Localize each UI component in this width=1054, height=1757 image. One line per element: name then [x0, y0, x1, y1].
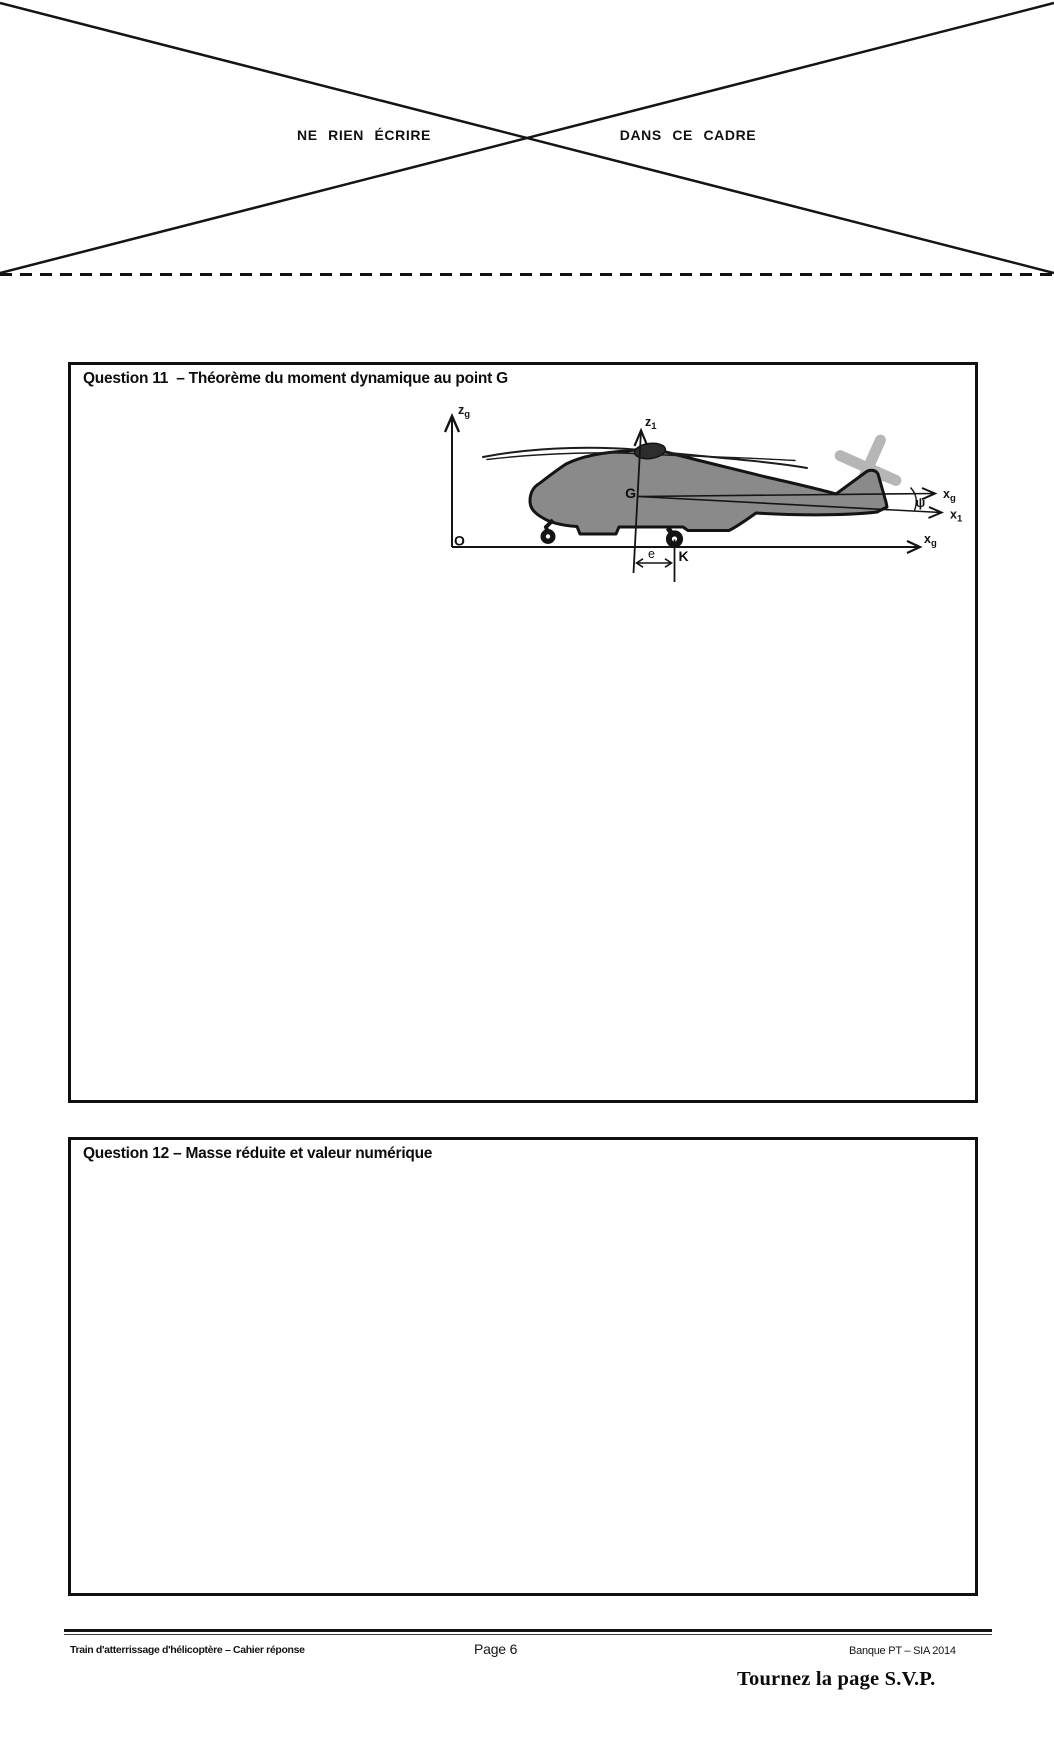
helicopter-fuselage: [530, 449, 887, 534]
question-12-answer-box: [68, 1137, 978, 1596]
contact-point-label: K: [678, 548, 689, 564]
footer-rule-thick: [64, 1629, 992, 1632]
gravity-center-label: G: [625, 485, 636, 501]
z1-axis-label: $z_1$: [645, 415, 657, 432]
offset-distance-label: e: [648, 547, 655, 561]
helicopter-diagram: [440, 398, 988, 590]
xg-ground-axis-label: $x_g$: [924, 532, 937, 549]
crossed-out-frame: [0, 0, 1054, 278]
x1-axis-label: $x_1$: [950, 507, 963, 525]
turn-page-notice: Tournez la page S.V.P.: [737, 1668, 936, 1690]
footer-document-title: Train d'atterrissage d'hélicoptère – Cahier réponse: [70, 1644, 305, 1656]
question-11-title: Question 11 – Théorème du moment dynamique au point G: [83, 370, 508, 387]
footer-page-number: Page 6: [474, 1641, 518, 1657]
no-write-label-left: NE RIEN ÉCRIRE: [297, 127, 431, 143]
footer-exam-reference: Banque PT – SIA 2014: [849, 1645, 956, 1657]
zg-axis-label: $z_g$: [458, 403, 471, 420]
tear-off-dashed-line: [0, 273, 1054, 276]
front-wheel-hub: [546, 534, 550, 538]
origin-point-label: O: [454, 532, 465, 549]
question-12-title: Question 12 – Masse réduite et valeur numérique: [83, 1145, 433, 1162]
no-write-label-right: DANS CE CADRE: [619, 127, 757, 143]
footer-rule-thin: [64, 1634, 992, 1635]
pitch-angle-label: ψ: [915, 495, 926, 510]
xg-body-axis-label: $x_g$: [943, 487, 956, 504]
